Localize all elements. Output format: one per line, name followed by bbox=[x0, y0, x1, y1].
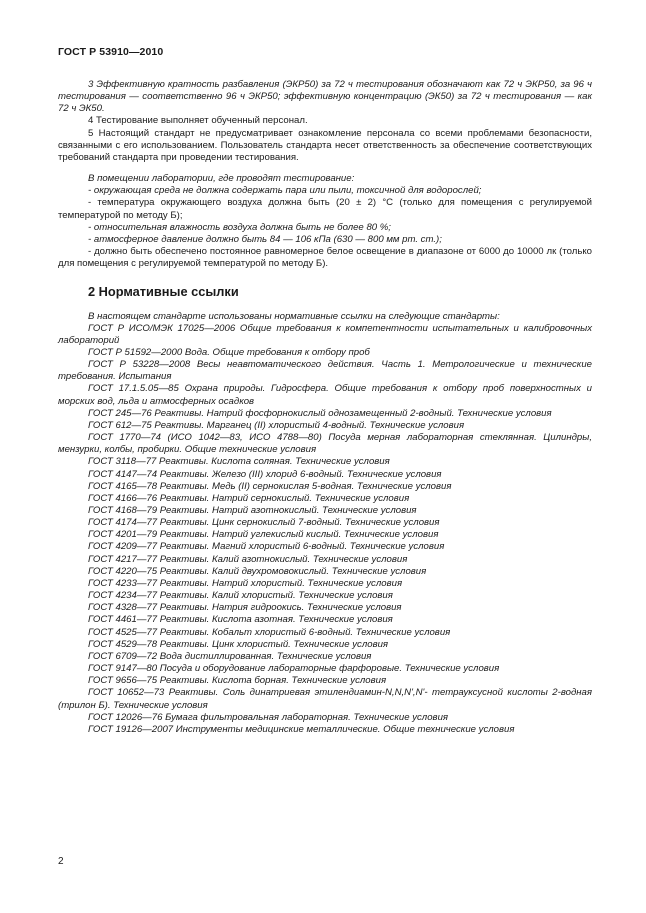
lab-item: - должно быть обеспечено постоянное равномерное белое освещение в диапазоне от 6000 до 10000 лк (только для помещения с регулируемой температурой по методу Б). bbox=[58, 246, 592, 270]
document-body bbox=[58, 79, 592, 736]
section-title: 2 Нормативные ссылки bbox=[88, 284, 239, 300]
reference-item: ГОСТ 9656—75 Реактивы. Кислота борная. Технические условия bbox=[88, 675, 387, 687]
reference-item: ГОСТ 9147—80 Посуда и оборудование лабораторные фарфоровые. Технические условия bbox=[88, 663, 500, 675]
note-paragraph: 4 Тестирование выполняет обученный персонал. bbox=[88, 115, 308, 127]
lab-conditions-block bbox=[58, 173, 592, 270]
references-intro: В настоящем стандарте использованы нормативные ссылки на следующие стандарты: bbox=[88, 310, 500, 322]
reference-item: ГОСТ 4328—77 Реактивы. Натрия гидроокись. Технические условия bbox=[88, 602, 402, 614]
note-paragraph: 3 Эффективную кратность разбавления (ЭКР50) за 72 ч тестирования обозначают как 72 ч ЭКР50, за 96 ч тестирования — соответственно 96 ч ЭКР50; эффективную концентрацию (ЭК50) за 72 ч тестирования — как 72 ч ЭК50. bbox=[58, 79, 592, 115]
page-number: 2 bbox=[58, 856, 64, 867]
reference-item: ГОСТ 4234—77 Реактивы. Калий хлористый. Технические условия bbox=[88, 590, 393, 602]
reference-item: ГОСТ 4165—78 Реактивы. Медь (II) сернокислая 5-водная. Технические условия bbox=[88, 480, 452, 492]
reference-item: ГОСТ 4147—74 Реактивы. Железо (III) хлорид 6-водный. Технические условия bbox=[88, 468, 442, 480]
reference-item: ГОСТ 10652—73 Реактивы. Соль динатриевая этилендиамин-N,N,N',N'- тетрауксусной кислоты 2-водная (трилон Б). Технические условия bbox=[58, 687, 592, 711]
references-list bbox=[58, 323, 592, 736]
document-header: ГОСТ Р 53910—2010 bbox=[58, 46, 164, 58]
reference-item: ГОСТ 19126—2007 Инструменты медицинские металлические. Общие технические условия bbox=[88, 723, 515, 735]
reference-item: ГОСТ 4233—77 Реактивы. Натрий хлористый. Технические условия bbox=[88, 577, 403, 589]
reference-item: ГОСТ 12026—76 Бумага фильтровальная лабораторная. Технические условия bbox=[88, 711, 449, 723]
reference-item: ГОСТ 4525—77 Реактивы. Кобальт хлористый 6-водный. Технические условия bbox=[88, 626, 451, 638]
reference-item: ГОСТ 4461—77 Реактивы. Кислота азотная. Технические условия bbox=[88, 614, 393, 626]
lab-item: - температура окружающего воздуха должна быть (20 ± 2) °С (только для помещения с регулируемой температурой по методу Б); bbox=[58, 197, 592, 221]
reference-item: ГОСТ Р 53228—2008 Весы неавтоматического действия. Часть 1. Метрологические и технические требования. Испытания bbox=[58, 359, 592, 383]
lab-intro: В помещении лаборатории, где проводят тестирование: bbox=[88, 173, 355, 185]
reference-item: ГОСТ 3118—77 Реактивы. Кислота соляная. Технические условия bbox=[88, 456, 390, 468]
reference-item: ГОСТ 4220—75 Реактивы. Калий двухромовокислый. Технические условия bbox=[88, 565, 427, 577]
reference-item: ГОСТ 4174—77 Реактивы. Цинк сернокислый 7-водный. Технические условия bbox=[88, 517, 440, 529]
reference-item: ГОСТ 6709—72 Вода дистиллированная. Технические условия bbox=[88, 650, 372, 662]
reference-item: ГОСТ 4529—78 Реактивы. Цинк хлористый. Технические условия bbox=[88, 638, 389, 650]
reference-item: ГОСТ 245—76 Реактивы. Натрий фосфорнокислый однозамещенный 2-водный. Технические условия bbox=[88, 407, 552, 419]
lab-item: - относительная влажность воздуха должна быть не более 80 %; bbox=[88, 221, 391, 233]
reference-item: ГОСТ Р 51592—2000 Вода. Общие требования к отбору проб bbox=[88, 346, 370, 358]
note-paragraph: 5 Настоящий стандарт не предусматривает ознакомление персонала со всеми проблемами безопасности, связанными с его использованием. Пользователь стандарта несет ответственность за обеспечение соответствующих требований стандарта при проведении тестирования. bbox=[58, 127, 592, 163]
reference-item: ГОСТ 17.1.5.05—85 Охрана природы. Гидросфера. Общие требования к отбору проб поверхностных и морских вод, льда и атмосферных осадков bbox=[58, 383, 592, 407]
lab-item: - атмосферное давление должно быть 84 — 106 кПа (630 — 800 мм рт. ст.); bbox=[88, 233, 442, 245]
reference-item: ГОСТ 4166—76 Реактивы. Натрий сернокислый. Технические условия bbox=[88, 492, 410, 504]
reference-item: ГОСТ Р ИСО/МЭК 17025—2006 Общие требования к компетентности испытательных и калибровочных лабораторий bbox=[58, 322, 592, 346]
reference-item: ГОСТ 4168—79 Реактивы. Натрий азотнокислый. Технические условия bbox=[88, 505, 417, 516]
reference-item: ГОСТ 4217—77 Реактивы. Калий азотнокислый. Технические условия bbox=[88, 553, 408, 565]
notes-block bbox=[58, 79, 592, 164]
lab-item: - окружающая среда не должна содержать пара или пыли, токсичной для водорослей; bbox=[88, 185, 482, 197]
reference-item: ГОСТ 4201—79 Реактивы. Натрий углекислый кислый. Технические условия bbox=[88, 529, 439, 541]
reference-item: ГОСТ 4209—77 Реактивы. Магний хлористый 6-водный. Технические условия bbox=[88, 541, 445, 553]
reference-item: ГОСТ 1770—74 (ИСО 1042—83, ИСО 4788—80) Посуда мерная лабораторная стеклянная. Цилиндры, мензурки, колбы, пробирки. Общие технические условия bbox=[58, 432, 592, 456]
reference-item: ГОСТ 612—75 Реактивы. Марганец (II) хлористый 4-водный. Технические условия bbox=[88, 419, 465, 431]
